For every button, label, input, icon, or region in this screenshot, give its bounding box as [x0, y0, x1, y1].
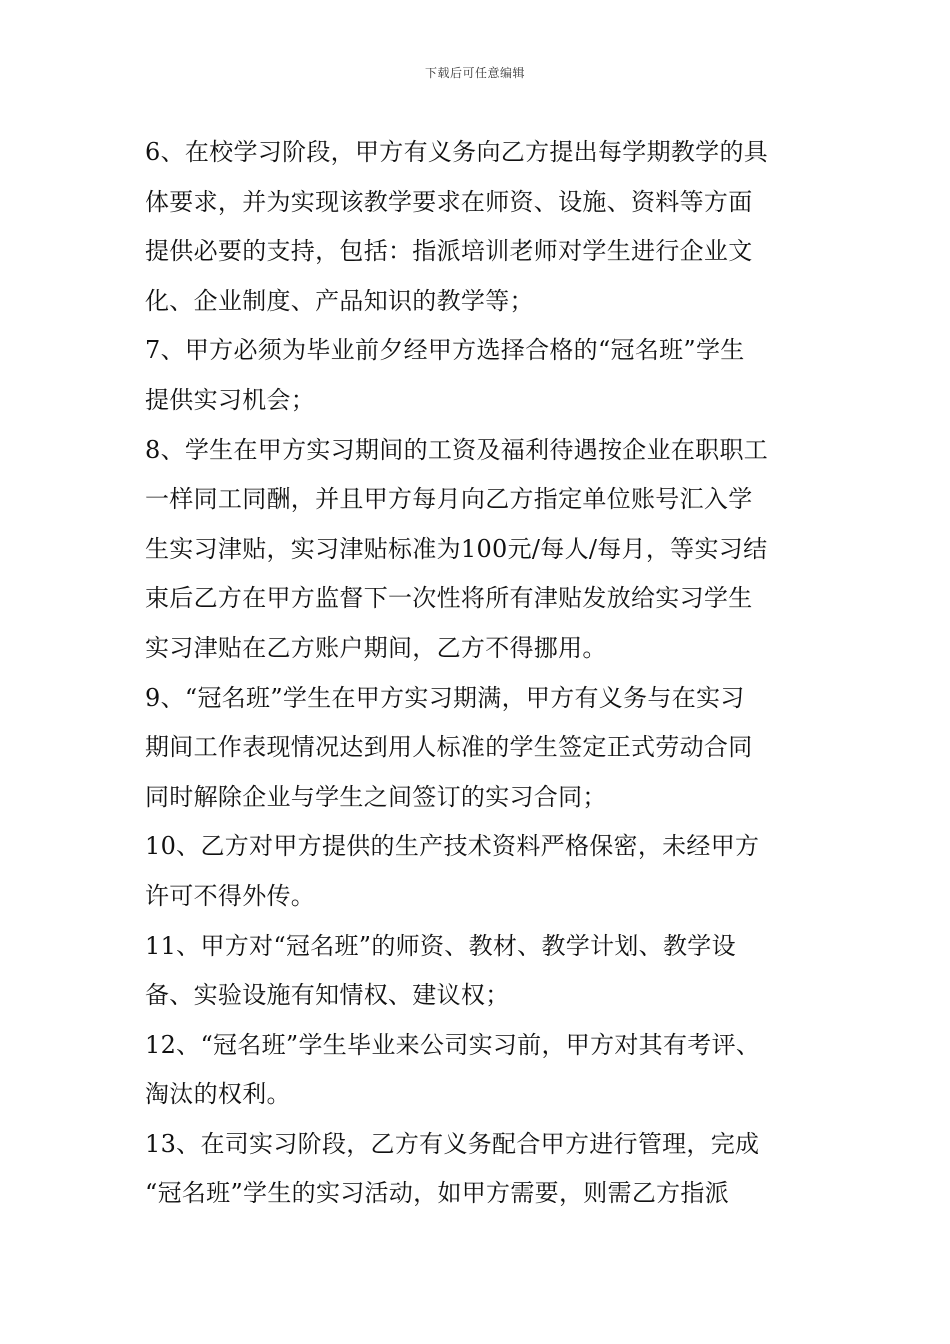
text-line: 10、乙方对甲方提供的生产技术资料严格保密，未经甲方	[145, 832, 760, 861]
text-line: 提供必要的支持，包括：指派培训老师对学生进行企业文	[145, 237, 753, 266]
text-line: 提供实习机会；	[145, 385, 316, 414]
text-line: 一样同工同酬，并且甲方每月向乙方指定单位账号汇入学	[145, 485, 753, 514]
text-line: 淘汰的权利。	[145, 1080, 291, 1109]
text-line: 12、“冠名班”学生毕业来公司实习前，甲方对其有考评、	[145, 1030, 761, 1059]
text-line: 6、在校学习阶段，甲方有义务向乙方提出每学期教学的具	[145, 138, 769, 166]
text-line: 实习津贴在乙方账户期间，乙方不得挪用。	[145, 633, 607, 662]
text-line: 备、实验设施有知情权、建议权；	[145, 981, 510, 1010]
text-line: 束后乙方在甲方监督下一次性将所有津贴发放给实习学生	[145, 584, 753, 613]
text-line: “冠名班”学生的实习活动，如甲方需要，则需乙方指派	[145, 1179, 730, 1208]
text-line: 9、“冠名班”学生在甲方实习期满，甲方有义务与在实习	[145, 683, 745, 712]
text-line: 期间工作表现情况达到用人标准的学生签定正式劳动合同	[145, 733, 753, 762]
text-line: 8、学生在甲方实习期间的工资及福利待遇按企业在职职工	[145, 435, 769, 464]
document-body	[145, 128, 810, 1219]
text-line: 体要求，并为实现该教学要求在师资、设施、资料等方面	[145, 187, 753, 216]
page-header: 下载后可任意编辑	[424, 66, 525, 80]
text-line: 11、甲方对“冠名班”的师资、教材、教学计划、教学设	[145, 931, 736, 960]
text-line: 同时解除企业与学生之间签订的实习合同；	[145, 782, 607, 811]
text-line: 化、企业制度、产品知识的教学等；	[145, 286, 534, 315]
text-line: 13、在司实习阶段，乙方有义务配合甲方进行管理，完成	[145, 1129, 760, 1158]
text-line: 7、甲方必须为毕业前夕经甲方选择合格的“冠名班”学生	[145, 336, 745, 365]
text-line: 生实习津贴，实习津贴标准为100元/每人/每月，等实习结	[145, 534, 768, 563]
text-line: 许可不得外传。	[145, 881, 316, 910]
